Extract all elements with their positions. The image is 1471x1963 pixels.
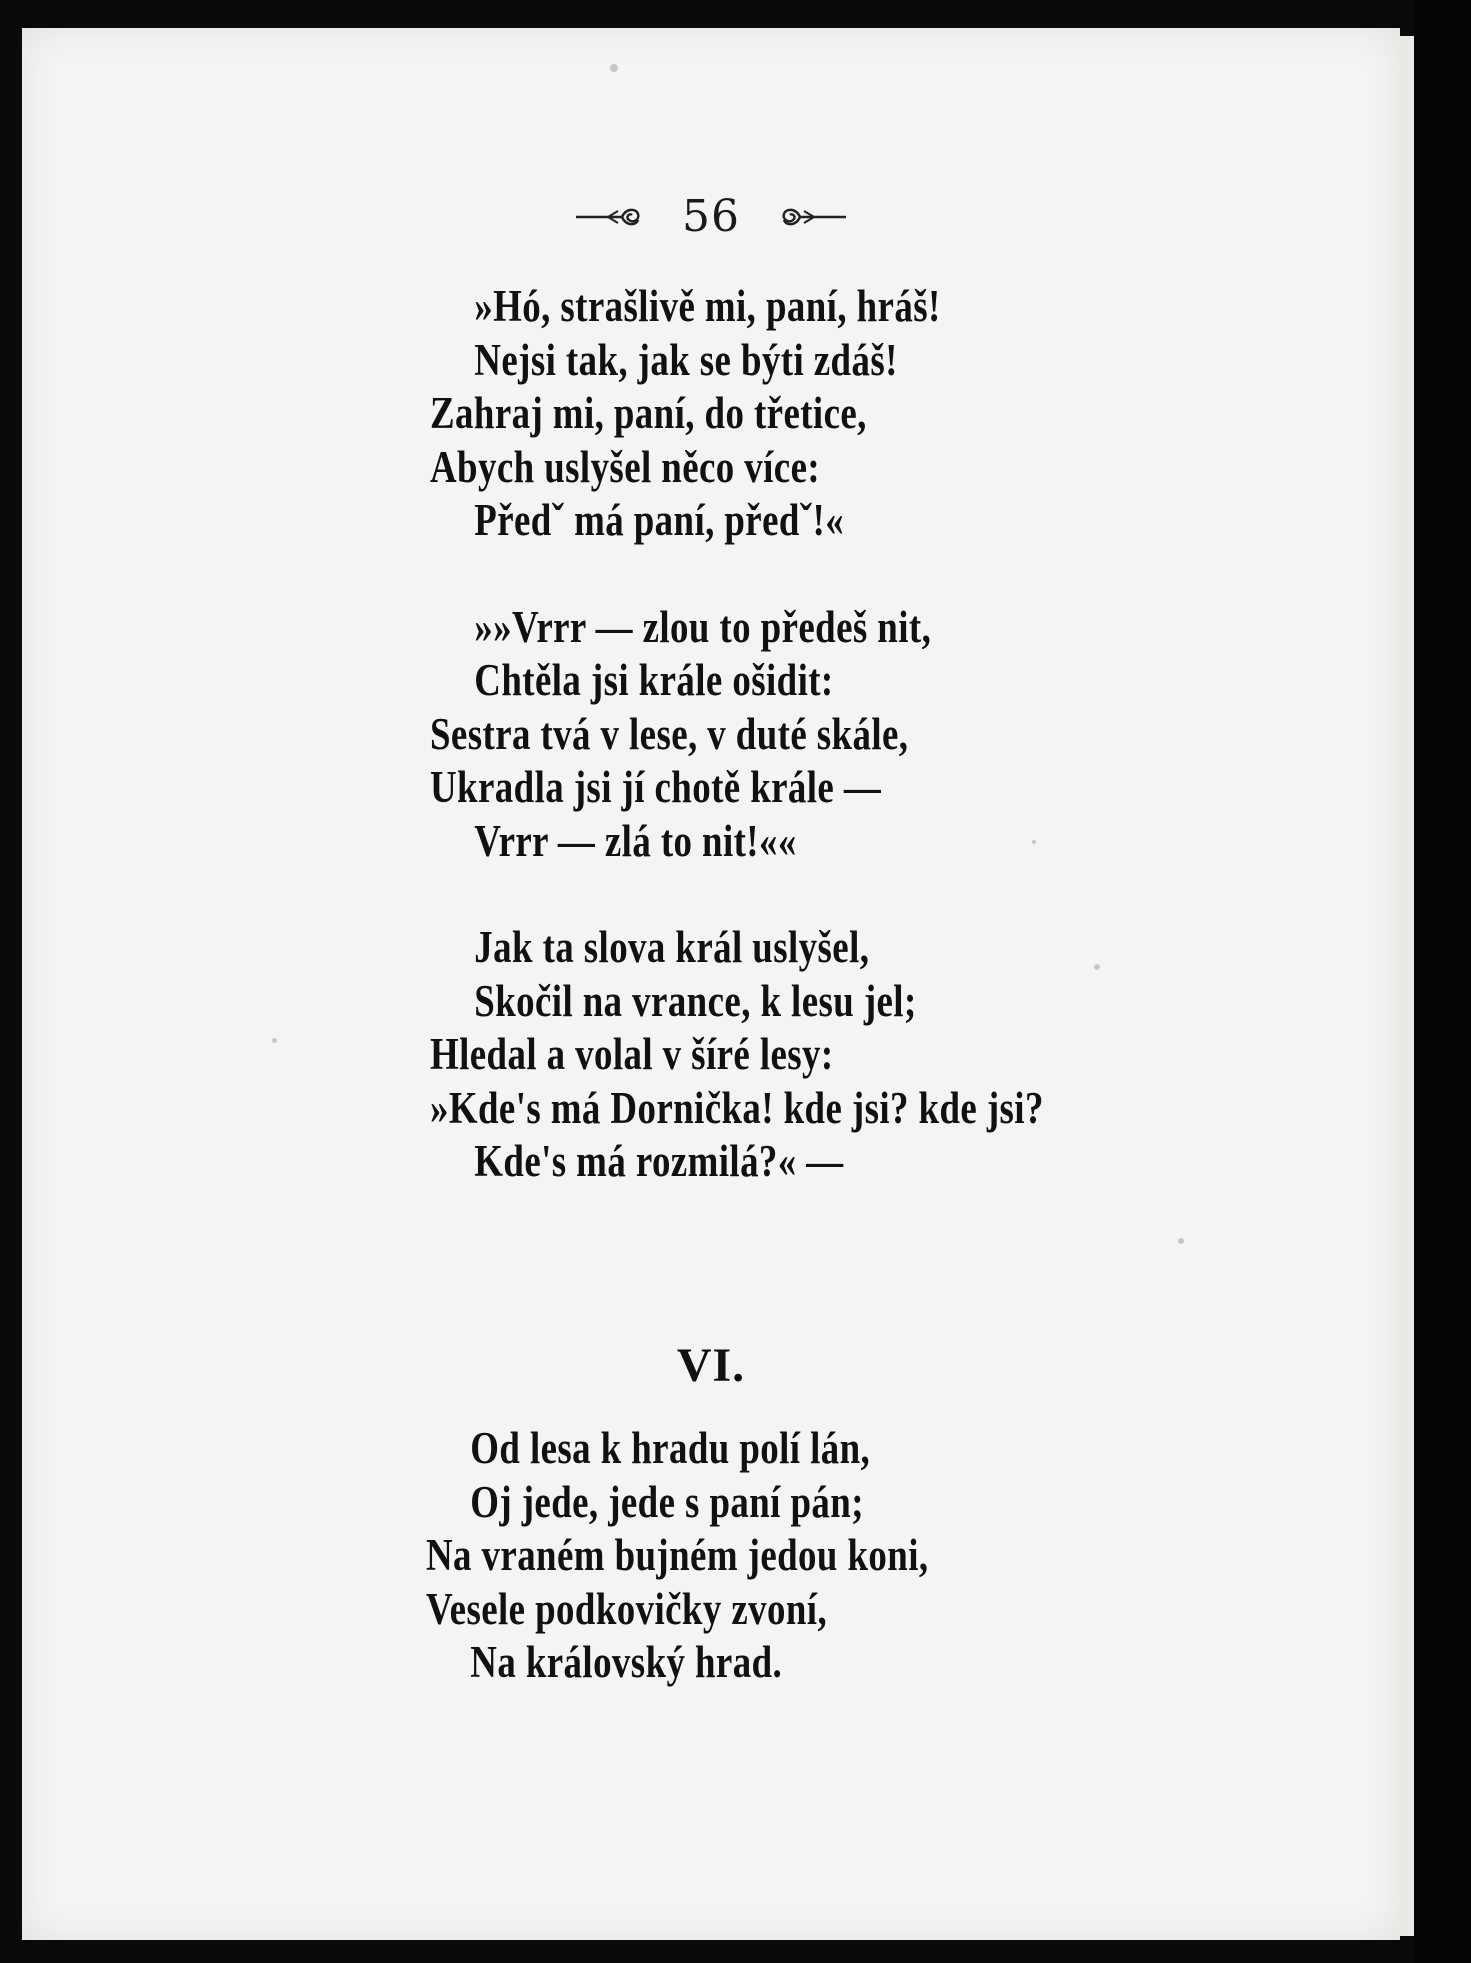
verse-line: Abych uslyšel něco více: [430, 441, 821, 492]
verse-line: Zahraj mi, paní, do třetice, [430, 388, 867, 438]
page-number: 56 [682, 191, 740, 242]
verse-line: Vrrr — zlá to nit!«« [474, 815, 797, 866]
paper-speck [1178, 1238, 1184, 1244]
left-ornament-icon [574, 202, 654, 232]
verse-line: Sestra tvá v lese, v duté skále, [430, 708, 909, 759]
stanza [430, 921, 1044, 1189]
verse-line: Vesele podkovičky zvoní, [426, 1583, 828, 1634]
stanza [426, 1422, 929, 1690]
verse-line: Skočil na vrance, k lesu jel; [474, 975, 917, 1026]
paper-speck [1032, 840, 1036, 844]
verse-line: Na vraném bujném jedou koni, [426, 1530, 929, 1580]
verse-line: Nejsi tak, jak se býti zdáš! [474, 334, 898, 385]
stanza [430, 601, 1044, 869]
page-header [22, 188, 1400, 248]
section-heading: VI. [676, 1339, 746, 1392]
book-page [22, 28, 1400, 1940]
verse-line: »»Vrrr — zlou to předeš nit, [474, 601, 932, 652]
verse-line: Hledal a volal v šíré lesy: [430, 1029, 834, 1079]
paper-speck [610, 64, 618, 72]
verse-line: »Hó, strašlivě mi, paní, hráš! [474, 281, 941, 331]
paper-speck [272, 1038, 277, 1043]
verse-line: »Kde's má Dornička! kde jsi? kde jsi? [430, 1082, 1044, 1133]
verse-line: Ukradla jsi jí chotě krále — [430, 762, 882, 812]
verse-line: Kde's má rozmilá?« — [474, 1136, 844, 1186]
right-ornament-icon [768, 202, 848, 232]
page-edge [1400, 36, 1414, 1936]
poem-text-lower [426, 1422, 929, 1743]
paper-speck [1094, 964, 1100, 970]
verse-line: Jak ta slova král uslyšel, [474, 922, 870, 972]
verse-line: Na královský hrad. [470, 1637, 783, 1687]
verse-line: Chtěla jsi krále ošidit: [474, 655, 834, 705]
scan-dark-edge [1414, 0, 1471, 1963]
verse-line: Předˇ má paní, předˇ!« [474, 495, 845, 545]
poem-text-upper [430, 280, 1044, 1242]
verse-line: Oj jede, jede s paní pán; [470, 1476, 864, 1527]
verse-line: Od lesa k hradu polí lán, [470, 1423, 871, 1473]
stanza [430, 280, 1044, 548]
